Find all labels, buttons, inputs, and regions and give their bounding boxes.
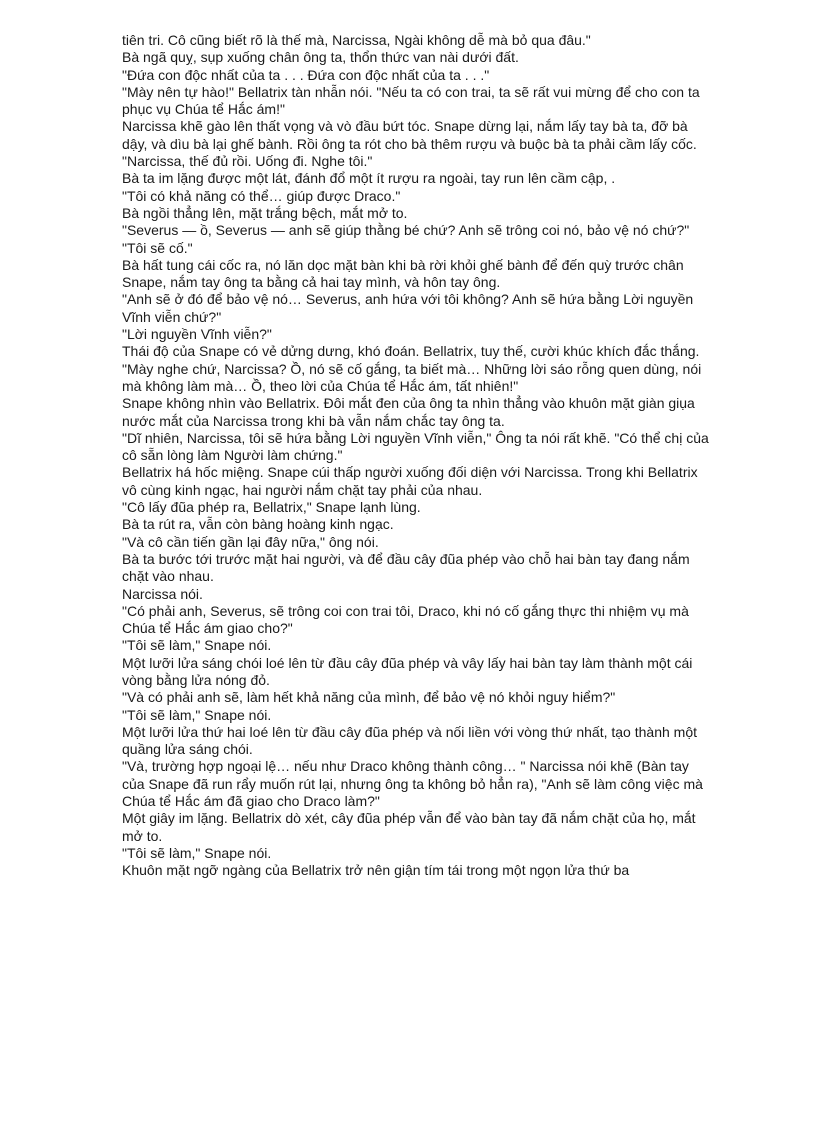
paragraph: "Narcissa, thế đủ rồi. Uống đi. Nghe tôi." <box>122 153 373 170</box>
paragraph: Bà ngã quỵ, sụp xuống chân ông ta, thổn thức van nài dưới đất. <box>122 49 519 66</box>
paragraph: tiên tri. Cô cũng biết rõ là thế mà, Narcissa, Ngài không dễ mà bỏ qua đâu." <box>122 32 591 48</box>
paragraph: "Lời nguyền Vĩnh viễn?" <box>122 326 272 343</box>
paragraph: Thái độ của Snape có vẻ dửng dưng, khó đoán. Bellatrix, tuy thế, cười khúc khích đắc thắng. <box>122 343 700 360</box>
paragraph: "Và có phải anh sẽ, làm hết khả năng của mình, để bảo vệ nó khỏi nguy hiểm?" <box>122 689 616 706</box>
paragraph: Khuôn mặt ngỡ ngàng của Bellatrix trở nên giận tím tái trong một ngọn lửa thứ ba <box>122 862 630 879</box>
paragraph: "Tôi có khả năng có thể… giúp được Draco." <box>122 187 401 204</box>
paragraph: "Và cô cần tiến gần lại đây nữa," ông nói. <box>122 533 379 550</box>
paragraph: Bà hất tung cái cốc ra, nó lăn dọc mặt bàn khi bà rời khỏi ghế bành để đến quỳ trước chân Snape, nắm tay ông ta bằng cả hai tay mình, và hôn tay ông. <box>122 256 684 291</box>
paragraph: "Tôi sẽ làm," Snape nói. <box>122 637 272 654</box>
paragraph: "Severus — ồ, Severus — anh sẽ giúp thằng bé chứ? Anh sẽ trông coi nó, bảo vệ nó chứ?" <box>122 222 690 239</box>
paragraph: Narcissa nói. <box>122 585 203 602</box>
paragraph: "Anh sẽ ở đó để bảo vệ nó… Severus, anh hứa với tôi không? Anh sẽ hứa bằng Lời nguyền Vĩnh viễn chứ?" <box>122 291 694 325</box>
paragraph: "Cô lấy đũa phép ra, Bellatrix," Snape lạnh lùng. <box>122 499 421 516</box>
paragraph: Bà ta im lặng được một lát, đánh đổ một ít rượu ra ngoài, tay run lên cầm cập, . <box>122 170 616 187</box>
paragraph: Một lưỡi lửa thứ hai loé lên từ đầu cây đũa phép và nối liền với vòng thứ nhất, tạo thành một quầng lửa sáng chói. <box>122 723 697 758</box>
paragraph: "Đứa con độc nhất của ta . . . Đứa con độc nhất của ta . . ." <box>122 66 490 83</box>
paragraph: Bà ta bước tới trước mặt hai người, và để đầu cây đũa phép vào chỗ hai bàn tay đang nắm chặt vào nhau. <box>122 550 690 585</box>
paragraph: "Tôi sẽ cố." <box>122 239 193 256</box>
paragraph: Narcissa khẽ gào lên thất vọng và vò đầu bứt tóc. Snape dừng lại, nắm lấy tay bà ta, đỡ bà dậy, và dìu bà lại ghế bành. Rồi ông ta rót cho bà thêm rượu và buộc bà ta phải cầm lấy cốc. <box>122 118 697 152</box>
paragraph: "Tôi sẽ làm," Snape nói. <box>122 706 272 723</box>
paragraph: "Có phải anh, Severus, sẽ trông coi con trai tôi, Draco, khi nó cố gắng thực thi nhiệm vụ mà Chúa tể Hắc ám giao cho?" <box>122 602 689 637</box>
paragraph: Một giây im lặng. Bellatrix dò xét, cây đũa phép vẫn để vào bàn tay đã nắm chặt của họ, mắt mở to. <box>122 810 696 844</box>
paragraph: Một lưỡi lửa sáng chói loé lên từ đầu cây đũa phép và vây lấy hai bàn tay làm thành một cái vòng bằng lửa nóng đỏ. <box>122 654 693 688</box>
paragraph: Bellatrix há hốc miệng. Snape cúi thấp người xuống đối diện với Narcissa. Trong khi Bellatrix vô cùng kinh ngạc, hai người nắm chặt tay phải của nhau. <box>122 464 698 498</box>
paragraph: Bà ta rút ra, vẫn còn bàng hoàng kinh ngạc. <box>122 516 394 533</box>
paragraph: "Và, trường hợp ngoại lệ… nếu như Draco không thành công… " Narcissa nói khẽ (Bàn tay của Snape đã run rẩy muốn rút lại, nhưng ông ta không bỏ hẳn ra), "Anh sẽ làm công việc mà Chúa tể Hắc ám đã giao cho Draco làm?" <box>122 758 703 810</box>
document-body <box>122 32 712 880</box>
paragraph: "Mày nên tự hào!" Bellatrix tàn nhẫn nói. "Nếu ta có con trai, ta sẽ rất vui mừng để cho con ta phục vụ Chúa tể Hắc ám!" <box>122 83 700 118</box>
paragraph: Bà ngồi thẳng lên, mặt trắng bệch, mắt mở to. <box>122 204 408 221</box>
paragraph: Snape không nhìn vào Bellatrix. Đôi mắt đen của ông ta nhìn thẳng vào khuôn mặt giàn giụa nước mắt của Narcissa trong khi bà vẫn nắm chắc tay ông ta. <box>122 395 695 429</box>
paragraph: "Tôi sẽ làm," Snape nói. <box>122 844 272 861</box>
paragraph: "Dĩ nhiên, Narcissa, tôi sẽ hứa bằng Lời nguyền Vĩnh viễn," Ông ta nói rất khẽ. "Có thể chị của cô sẵn lòng làm Người làm chứng." <box>122 429 709 464</box>
paragraph: "Mày nghe chứ, Narcissa? Ồ, nó sẽ cố gắng, ta biết mà… Những lời sáo rỗng quen dùng, nói mà không làm mà… Ồ, theo lời của Chúa tể Hắc ám, tất nhiên!" <box>122 360 702 394</box>
